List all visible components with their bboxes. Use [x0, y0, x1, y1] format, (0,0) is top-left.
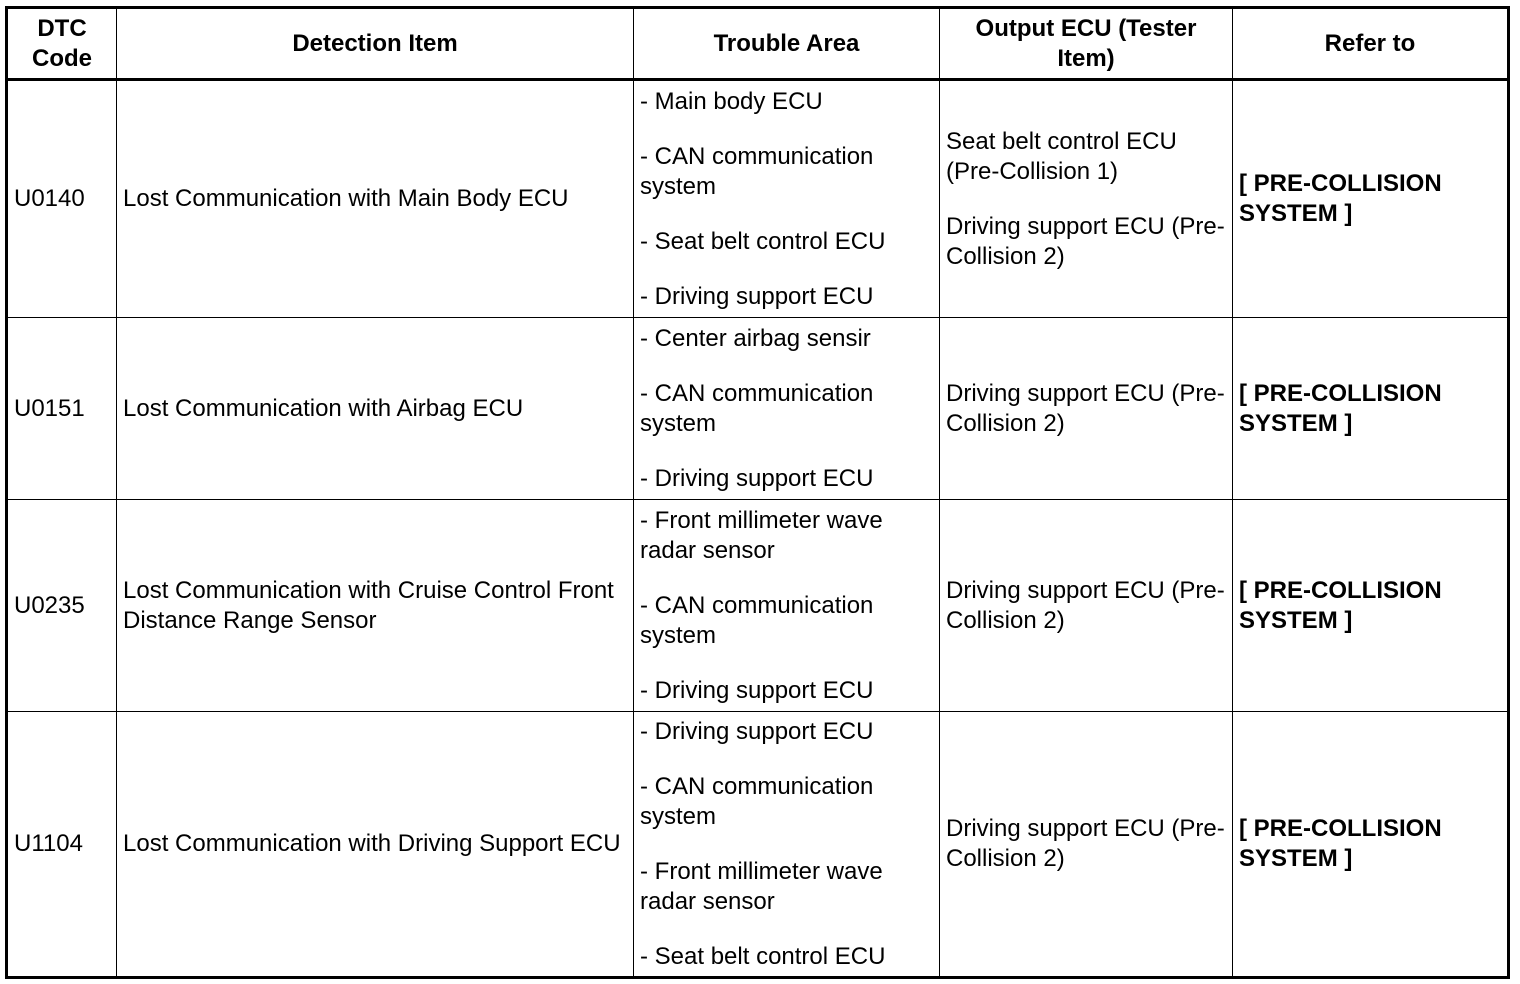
output-ecu-cell [940, 318, 1233, 500]
trouble-area-item: - Driving support ECU [640, 282, 874, 310]
trouble-area-cell [634, 80, 940, 318]
dtc-code-cell: U0151 [7, 318, 117, 500]
header-detection-item: Detection Item [117, 8, 634, 80]
header-output-ecu: Output ECU (Tester Item) [940, 8, 1233, 80]
detection-item-cell: Lost Communication with Cruise Control Front Distance Range Sensor [117, 500, 634, 712]
output-ecu-item: Driving support ECU (Pre-Collision 2) [946, 379, 1225, 437]
output-ecu-item: Driving support ECU (Pre-Collision 2) [946, 815, 1225, 872]
trouble-area-item: - CAN communication system [640, 591, 874, 649]
output-ecu-cell [940, 712, 1233, 978]
trouble-area-item: - Center airbag sensir [640, 324, 871, 352]
table-row [7, 500, 1509, 712]
trouble-area-item: - Driving support ECU [640, 717, 874, 745]
output-ecu-item: Driving support ECU (Pre-Collision 2) [946, 576, 1225, 634]
trouble-area-item: - Seat belt control ECU [640, 942, 886, 970]
trouble-area-item: - CAN communication system [640, 142, 874, 200]
trouble-area-item: - CAN communication system [640, 772, 874, 830]
output-ecu-cell [940, 80, 1233, 318]
dtc-table [5, 6, 1510, 979]
trouble-area-cell [634, 712, 940, 978]
trouble-area-item: - Seat belt control ECU [640, 227, 886, 255]
table-row [7, 80, 1509, 318]
dtc-code-cell: U0140 [7, 80, 117, 318]
trouble-area-item: - Driving support ECU [640, 464, 874, 492]
refer-to-cell: [ PRE-COLLISION SYSTEM ] [1233, 318, 1509, 500]
trouble-area-item: - Front millimeter wave radar sensor [640, 506, 883, 564]
detection-item-cell: Lost Communication with Main Body ECU [117, 80, 634, 318]
table-row [7, 318, 1509, 500]
trouble-area-cell [634, 318, 940, 500]
table-row [7, 712, 1509, 978]
header-row [7, 8, 1509, 80]
refer-to-cell: [ PRE-COLLISION SYSTEM ] [1233, 712, 1509, 978]
output-ecu-cell [940, 500, 1233, 712]
trouble-area-item: - Driving support ECU [640, 676, 874, 704]
header-dtc-code: DTC Code [7, 8, 117, 80]
trouble-area-item: - Main body ECU [640, 87, 823, 115]
output-ecu-item: Seat belt control ECU (Pre-Collision 1) [946, 127, 1177, 185]
trouble-area-cell [634, 500, 940, 712]
refer-to-cell: [ PRE-COLLISION SYSTEM ] [1233, 500, 1509, 712]
trouble-area-item: - CAN communication system [640, 379, 874, 437]
detection-item-cell: Lost Communication with Airbag ECU [117, 318, 634, 500]
header-trouble-area: Trouble Area [634, 8, 940, 80]
dtc-code-cell: U1104 [7, 712, 117, 978]
output-ecu-item: Driving support ECU (Pre-Collision 2) [946, 212, 1225, 270]
refer-to-cell: [ PRE-COLLISION SYSTEM ] [1233, 80, 1509, 318]
header-refer-to: Refer to [1233, 8, 1509, 80]
dtc-code-cell: U0235 [7, 500, 117, 712]
trouble-area-item: - Front millimeter wave radar sensor [640, 857, 883, 915]
detection-item-cell: Lost Communication with Driving Support ECU [117, 712, 634, 978]
